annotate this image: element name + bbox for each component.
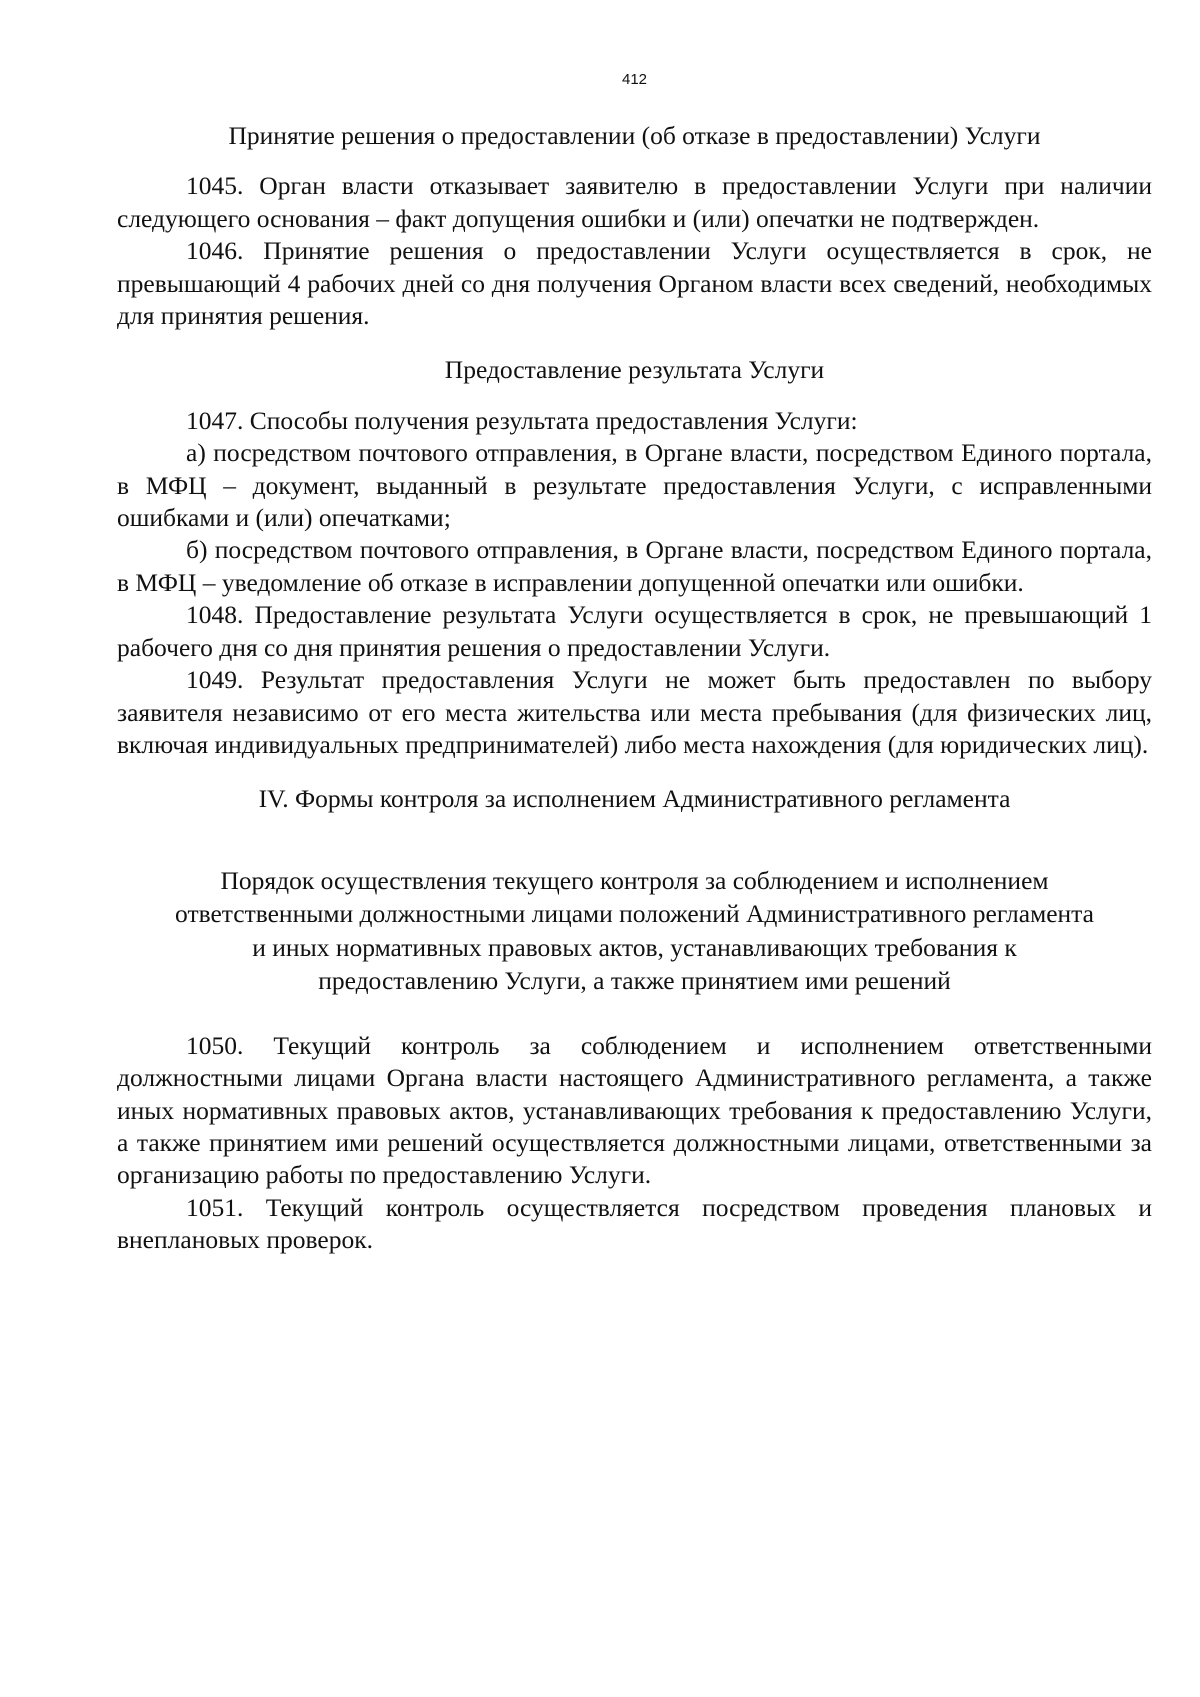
paragraph-1051: 1051. Текущий контроль осуществляется посредством проведения плановых и внеплановых проверок.	[117, 1192, 1152, 1255]
chapter-heading: IV. Формы контроля за исполнением Административного регламента	[258, 784, 1011, 814]
paragraph-1050: 1050. Текущий контроль за соблюдением и исполнением ответственными должностными лицами Органа власти настоящего Административного регламента, а также иных нормативных правовых актов, устанавливающих требования к предоставлению Услуги, а также принятием ими решений осуществляется должностными лицами, ответственными за организацию работы по предоставлению Услуги.	[117, 1030, 1152, 1190]
page-number: 412	[621, 71, 648, 88]
section-heading-decision: Принятие решения о предоставлении (об отказе в предоставлении) Услуги	[228, 121, 1041, 150]
control-heading-line: и иных нормативных правовых актов, устанавливающих требования к	[252, 932, 1017, 962]
paragraph-1048: 1048. Предоставление результата Услуги осуществляется в срок, не превышающий 1 рабочего дня со дня принятия решения о предоставлении Услуги.	[117, 600, 1152, 662]
section-heading-result: Предоставление результата Услуги	[444, 355, 825, 385]
section-heading-control	[117, 864, 1152, 998]
paragraph-1047-b: б) посредством почтового отправления, в Органе власти, посредством Единого портала, в МФЦ – уведомление об отказе в исправлении допущенной опечатки или ошибки.	[117, 535, 1152, 597]
control-heading-line: ответственными должностными лицами положений Административного регламента	[175, 899, 1094, 929]
paragraph-1046: 1046. Принятие решения о предоставлении Услуги осуществляется в срок, не превышающий 4 рабочих дней со дня получения Органом власти всех сведений, необходимых для принятия решения.	[117, 236, 1152, 331]
control-heading-line: Порядок осуществления текущего контроля за соблюдением и исполнением	[220, 865, 1049, 895]
paragraph-1049: 1049. Результат предоставления Услуги не может быть предоставлен по выбору заявителя независимо от его места жительства или места пребывания (для физических лиц, включая индивидуальных предпринимателей) либо места нахождения (для юридических лиц).	[117, 665, 1152, 759]
control-heading-line: предоставлению Услуги, а также принятием ими решений	[318, 966, 951, 996]
paragraph-1045: 1045. Орган власти отказывает заявителю в предоставлении Услуги при наличии следующего основания – факт допущения ошибки и (или) опечатки не подтвержден.	[117, 171, 1152, 233]
document-body	[117, 120, 1152, 1257]
paragraph-1047: 1047. Способы получения результата предоставления Услуги:	[186, 405, 858, 435]
paragraph-1047-a: а) посредством почтового отправления, в Органе власти, посредством Единого портала, в МФЦ – документ, выданный в результате предоставления Услуги, с исправленными ошибками и (или) опечатками;	[117, 438, 1152, 533]
